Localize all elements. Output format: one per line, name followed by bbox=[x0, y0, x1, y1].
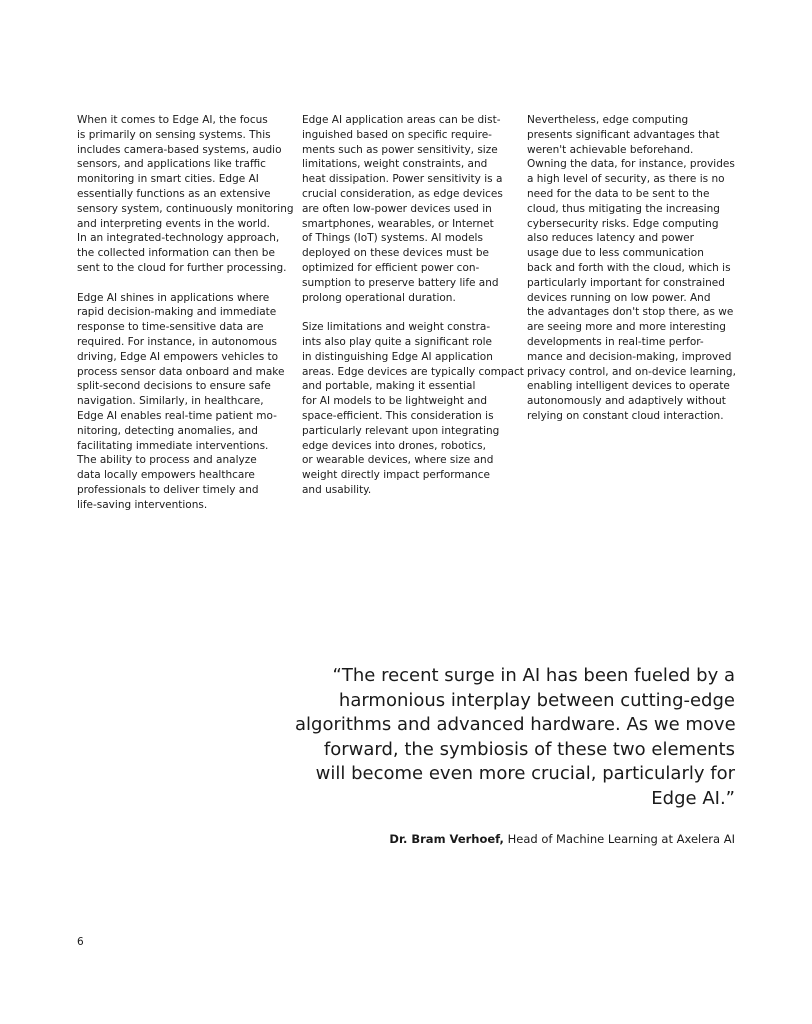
text-line: monitoring in smart cities. Edge AI bbox=[77, 173, 259, 186]
text-line: presents significant advantages that bbox=[527, 128, 720, 141]
text-line: process sensor data onboard and make bbox=[77, 365, 285, 378]
text-line: heat dissipation. Power sensitivity is a bbox=[302, 173, 503, 186]
text-line: limitations, weight constraints, and bbox=[302, 158, 488, 171]
text-line: nitoring, detecting anomalies, and bbox=[77, 424, 258, 437]
quote-attribution bbox=[389, 832, 735, 847]
text-line: particularly important for constrained bbox=[527, 276, 725, 289]
quote-line: harmonious interplay between cutting-edge bbox=[338, 689, 735, 711]
paragraph bbox=[302, 320, 524, 498]
text-line: ints also play quite a significant role bbox=[302, 335, 493, 348]
text-line: need for the data to be sent to the bbox=[527, 187, 710, 200]
text-line: prolong operational duration. bbox=[302, 291, 456, 304]
text-column-3 bbox=[527, 113, 739, 424]
text-line: life-saving interventions. bbox=[77, 498, 208, 511]
text-line: areas. Edge devices are typically compact bbox=[302, 365, 524, 378]
text-line: in distinguishing Edge AI application bbox=[302, 350, 493, 363]
text-line: Edge AI enables real-time patient mo- bbox=[77, 409, 277, 422]
text-line: and portable, making it essential bbox=[302, 380, 476, 393]
text-line: The ability to process and analyze bbox=[77, 454, 257, 467]
text-line: sumption to preserve battery life and bbox=[302, 276, 499, 289]
text-line: rapid decision-making and immediate bbox=[77, 306, 277, 319]
text-line: ments such as power sensitivity, size bbox=[302, 143, 498, 156]
text-line: essentially functions as an extensive bbox=[77, 187, 271, 200]
text-line: cybersecurity risks. Edge computing bbox=[527, 217, 719, 230]
text-line: weight directly impact performance bbox=[302, 469, 490, 482]
text-line: sensors, and applications like traffic bbox=[77, 158, 266, 171]
text-line: the collected information can then be bbox=[77, 247, 275, 260]
text-line: crucial consideration, as edge devices bbox=[302, 187, 503, 200]
text-line: inguished based on specific require- bbox=[302, 128, 492, 141]
text-line: required. For instance, in autonomous bbox=[77, 335, 277, 348]
text-line: Edge AI application areas can be dist- bbox=[302, 114, 501, 126]
text-line: facilitating immediate interventions. bbox=[77, 439, 269, 452]
text-line: and usability. bbox=[302, 483, 372, 496]
text-line: devices running on low power. And bbox=[527, 291, 711, 304]
text-line: sent to the cloud for further processing. bbox=[77, 261, 287, 274]
text-line: autonomously and adaptively without bbox=[527, 395, 726, 408]
text-line: Nevertheless, edge computing bbox=[527, 114, 689, 126]
text-line: navigation. Similarly, in healthcare, bbox=[77, 395, 264, 408]
text-line: professionals to deliver timely and bbox=[77, 483, 259, 496]
text-line: for AI models to be lightweight and bbox=[302, 395, 488, 408]
text-line: a high level of security, as there is no bbox=[527, 173, 725, 186]
text-line: mance and decision-making, improved bbox=[527, 350, 732, 363]
text-column-1 bbox=[77, 113, 294, 513]
quote-line: algorithms and advanced hardware. As we move bbox=[295, 714, 736, 736]
paragraph bbox=[77, 113, 294, 276]
paragraph bbox=[302, 113, 514, 305]
text-line: weren't achievable beforehand. bbox=[527, 143, 694, 156]
text-line: back and forth with the cloud, which is bbox=[527, 261, 731, 274]
text-line: Owning the data, for instance, provides bbox=[527, 158, 735, 171]
quote-author-title: Head of Machine Learning at Axelera AI bbox=[507, 832, 735, 846]
pull-quote bbox=[295, 664, 735, 812]
text-line: response to time-sensitive data are bbox=[77, 321, 264, 334]
text-line: enabling intelligent devices to operate bbox=[527, 380, 730, 393]
text-line: data locally empowers healthcare bbox=[77, 469, 255, 482]
quote-line: “The recent surge in AI has been fueled by a bbox=[332, 665, 735, 686]
text-line: sensory system, continuously monitoring bbox=[77, 202, 294, 215]
text-line: smartphones, wearables, or Internet bbox=[302, 217, 494, 230]
page-number: 6 bbox=[77, 936, 84, 948]
text-line: includes camera-based systems, audio bbox=[77, 143, 282, 156]
text-line: deployed on these devices must be bbox=[302, 247, 489, 260]
quote-author-name: Dr. Bram Verhoef, bbox=[389, 832, 504, 846]
text-line: space-efficient. This consideration is bbox=[302, 409, 494, 422]
quote-line: forward, the symbiosis of these two elements bbox=[323, 738, 735, 760]
text-line: the advantages don't stop there, as we bbox=[527, 306, 734, 319]
text-column-2 bbox=[302, 113, 524, 498]
text-line: cloud, thus mitigating the increasing bbox=[527, 202, 720, 215]
text-line: of Things (IoT) systems. AI models bbox=[302, 232, 483, 245]
text-line: developments in real-time perfor- bbox=[527, 335, 704, 348]
text-line: Edge AI shines in applications where bbox=[77, 291, 270, 304]
text-line: and interpreting events in the world. bbox=[77, 217, 270, 230]
text-line: driving, Edge AI empowers vehicles to bbox=[77, 350, 279, 363]
text-line: are seeing more and more interesting bbox=[527, 321, 726, 334]
text-line: When it comes to Edge AI, the focus bbox=[77, 114, 268, 126]
paragraph-gap bbox=[77, 276, 289, 291]
paragraph-gap bbox=[302, 305, 514, 320]
text-line: In an integrated-technology approach, bbox=[77, 232, 280, 245]
text-line: particularly relevant upon integrating bbox=[302, 424, 500, 437]
text-line: optimized for efficient power con- bbox=[302, 261, 480, 274]
paragraph bbox=[527, 113, 739, 424]
text-line: usage due to less communication bbox=[527, 247, 704, 260]
text-line: or wearable devices, where size and bbox=[302, 454, 494, 467]
text-line: is primarily on sensing systems. This bbox=[77, 128, 271, 141]
text-line: relying on constant cloud interaction. bbox=[527, 409, 724, 422]
text-line: Size limitations and weight constra- bbox=[302, 321, 491, 334]
text-line: split-second decisions to ensure safe bbox=[77, 380, 271, 393]
text-line: privacy control, and on-device learning, bbox=[527, 365, 736, 378]
text-line: also reduces latency and power bbox=[527, 232, 694, 245]
quote-line: will become even more crucial, particularly for bbox=[315, 763, 735, 785]
text-line: are often low-power devices used in bbox=[302, 202, 492, 215]
paragraph bbox=[77, 291, 289, 513]
quote-line: Edge AI.” bbox=[651, 787, 735, 809]
text-line: edge devices into drones, robotics, bbox=[302, 439, 486, 452]
